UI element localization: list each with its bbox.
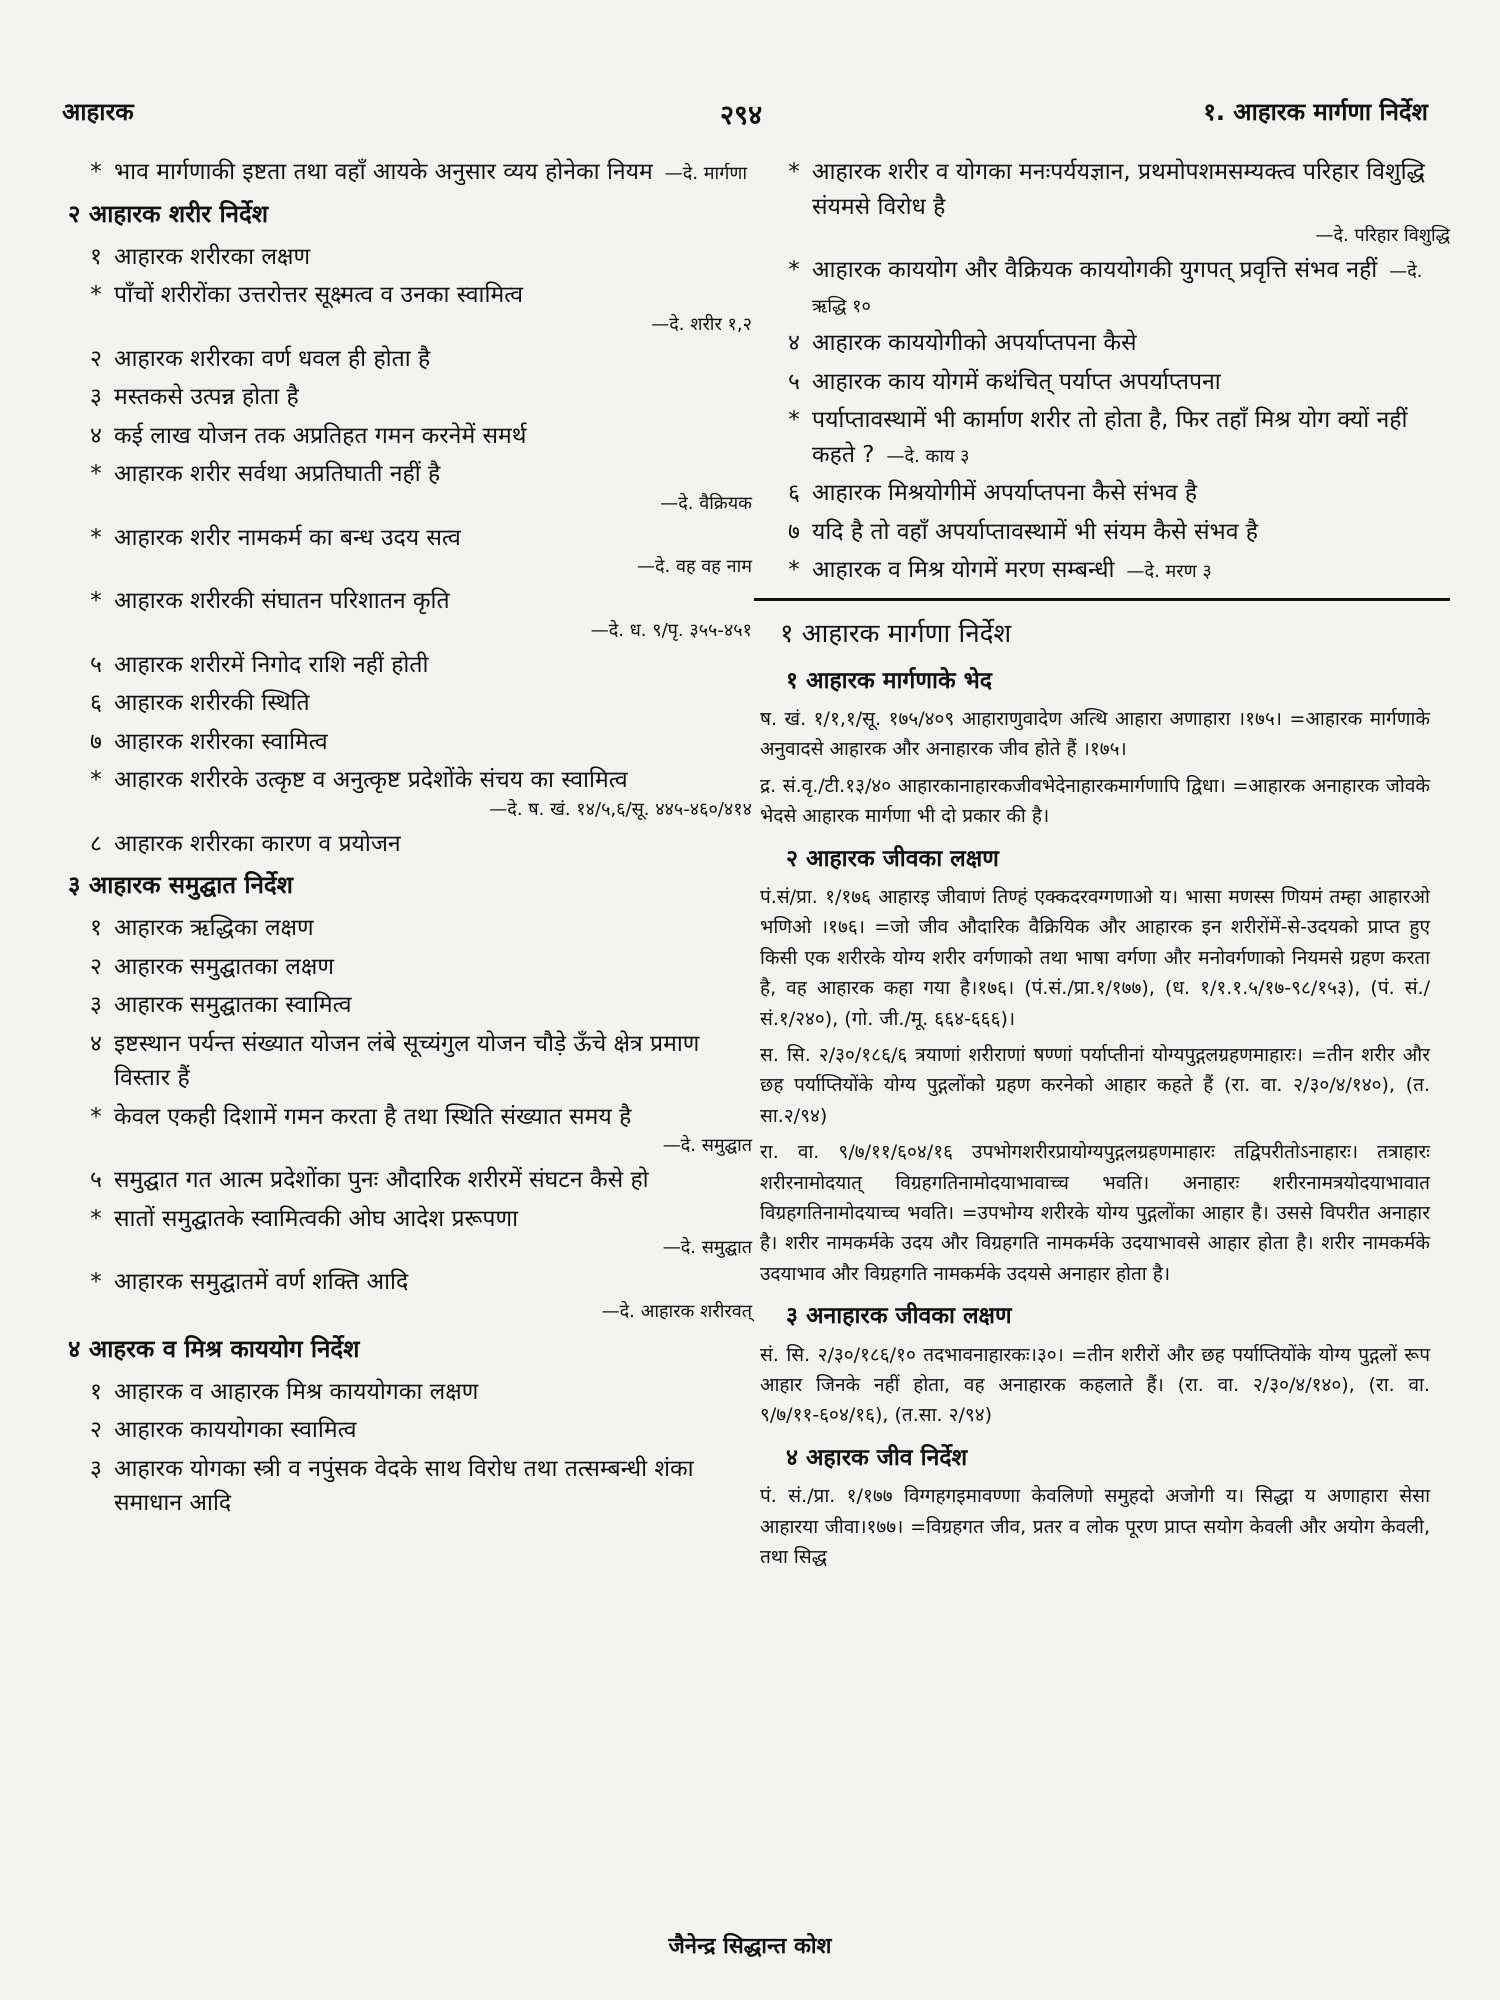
item-text: पाँचों शरीरोंका उत्तरोत्तर सूक्ष्मत्व व उनका स्वामित्व — [114, 282, 524, 308]
cross-reference: —दे. ध. ९/पृ. ३५५-४५१ — [590, 619, 752, 641]
item-text: कई लाख योजन तक अप्रतिहत गमन करनेमें समर्थ — [114, 422, 527, 449]
item-text: आहारक शरीरका लक्षण — [114, 243, 311, 270]
item-text: केवल एकही दिशामें गमन करता है तथा स्थिति संख्यात समय है — [114, 1103, 632, 1130]
toc-item — [62, 763, 752, 823]
item-text: सातों समुद्घातके स्वामित्वकी ओघ आदेश प्ररूपणा — [114, 1205, 519, 1232]
item-marker: ६ — [90, 690, 102, 716]
toc-item — [62, 725, 752, 760]
toc-item — [62, 521, 752, 581]
item-marker: २ — [90, 345, 102, 372]
subsection-heading: १ आहारक मार्गणाके भेद — [786, 667, 993, 694]
cross-reference: —दे. शरीर १,२ — [651, 313, 752, 335]
item-marker: * — [788, 557, 800, 583]
body-paragraph: रा. वा. ९/७/११/६०४/१६ उपभोगशरीरप्रायोग्यपुद्गलग्रहणमाहारः तद्विपरीतोऽनाहारः। तत्राहारः शरीरनामोदयात् विग्रहगतिनामोदयाभावाच्च भवति। अनाहारः शरीरनामत्रयोदयाभावात विग्रहगतिनामोदयाच्च भवति। =उपभोग्य शरीरके योग्य पुद्गलोंका आहार है। उससे विपरीत अनाहार है। शरीर नामकर्मके उदय और विग्रहगति नामकर्मके उदयाभावसे आहार होता है। शरीर नामकर्मके उदयाभाव और विग्रहगति नामकर्मके उदयसे अनाहार होता है। — [760, 1141, 1430, 1285]
item-marker: १ — [90, 915, 102, 941]
item-text: आहारक ऋद्धिका लक्षण — [114, 915, 314, 941]
cross-reference: —दे. काय ३ — [886, 445, 970, 467]
item-marker: * — [788, 159, 800, 185]
item-text: इष्टस्थान पर्यन्त संख्यात योजन लंबे सूच्यंगुल योजन चौड़े ऊँचे क्षेत्र प्रमाण विस्तार हैं — [114, 1030, 700, 1091]
item-marker: ८ — [90, 830, 102, 857]
cross-reference: —दे. आहारक शरीरवत् — [601, 1300, 752, 1322]
item-marker: ५ — [788, 368, 800, 395]
cross-reference: —दे. परिहार विशुद्धि — [1315, 225, 1450, 246]
toc-item — [62, 686, 752, 721]
running-head-left: आहारक — [62, 98, 134, 126]
toc-item — [760, 326, 1450, 361]
toc-item — [760, 476, 1450, 511]
item-marker: ५ — [90, 651, 102, 678]
toc-item — [62, 1027, 752, 1096]
toc-item — [62, 1202, 752, 1262]
toc-item — [62, 827, 752, 862]
item-text: पर्याप्तावस्थामें भी कार्माण शरीर तो होता है, फिर तहाँ मिश्र योग क्यों नहीं कहते ? — [812, 407, 1408, 468]
item-marker: * — [788, 407, 800, 433]
item-text: आहारक शरीरमें निगोद राशि नहीं होती — [114, 651, 429, 678]
cross-reference: —दे. मरण ३ — [1126, 561, 1212, 582]
item-text: यदि है तो वहाँ अपर्याप्तावस्थामें भी संयम कैसे संभव है — [812, 518, 1259, 545]
toc-item — [62, 584, 752, 644]
item-text: आहारक शरीरका स्वामित्व — [114, 728, 328, 755]
item-marker: १ — [90, 1378, 102, 1405]
item-text: आहारक शरीर सर्वथा अप्रतिघाती नहीं है — [114, 461, 441, 487]
toc-item — [62, 1375, 752, 1410]
body-paragraph: पं. सं./प्रा. १/१७७ विग्गहगइमावण्णा केवलिणो समुहदो अजोगी य। सिद्धा य अणाहारा सेसा आहारया जीवा।१७७। =विग्रहगत जीव, प्रतर व लोक पूरण प्राप्त सयोग केवली और अयोग केवली, तथा सिद्ध — [760, 1485, 1430, 1569]
cross-reference: —दे. वैक्रियक — [660, 492, 752, 514]
body-paragraph: द्र. सं.वृ./टी.१३/४० आहारकानाहारकजीवभेदेनाहारकमार्गणापि द्विधा। =आहारक अनाहारक जोवके भेदसे आहारक मार्गणा भी दो प्रकार की है। — [760, 774, 1430, 828]
toc-item — [62, 1452, 752, 1521]
item-marker: ३ — [90, 384, 102, 410]
section-divider — [754, 598, 1450, 601]
section-heading: २ आहारक शरीर निर्देश — [68, 199, 269, 228]
item-marker: ३ — [90, 992, 102, 1018]
item-marker: * — [90, 461, 102, 487]
item-marker: १ — [90, 243, 102, 270]
cross-reference: —दे. मार्गणा — [664, 163, 748, 184]
toc-item — [62, 419, 752, 454]
item-text: आहारक समुद्घातमें वर्ण शक्ति आदि — [114, 1269, 409, 1295]
section-heading: ३ आहारक समुद्घात निर्देश — [68, 871, 293, 899]
item-text: आहारक व आहारक मिश्र काययोगका लक्षण — [114, 1378, 479, 1405]
item-text: मस्तकसे उत्पन्न होता है — [114, 384, 299, 410]
item-marker: * — [788, 257, 800, 283]
item-marker: * — [90, 588, 102, 614]
body-paragraph: सं. सि. २/३०/१८६/१० तदभावनाहारकः।३०। =तीन शरीरों और छह पर्याप्तियोंके योग्य पुद्गलों रूप आहार जिनके नहीं होता, वह अनाहारक कहलाते हैं। (रा. वा. २/३०/४/१४०), (रा. वा. ९/७/११-६०४/१६), (त.सा. २/९४) — [760, 1343, 1430, 1427]
item-marker: ५ — [90, 1167, 102, 1193]
body-paragraph: स. सि. २/३०/१८६/६ त्रयाणां शरीराणां षण्णां पर्याप्तीनां योग्यपुद्गलग्रहणमाहारः। =तीन शरीर और छह पर्याप्तियोंके योग्य पुद्गलोंको ग्रहण करनेको आहार कहते हैं (रा. वा. २/३०/४/१४०), (त. सा.२/९४) — [760, 1044, 1430, 1127]
toc-item — [62, 155, 752, 190]
item-text: आहारक मिश्रयोगीमें अपर्याप्तपना कैसे संभव है — [812, 480, 1198, 506]
page-number: २९४ — [720, 100, 763, 131]
running-head-right: १. आहारक मार्गणा निर्देश — [1203, 98, 1428, 126]
cross-reference: —दे. ऋद्धि १० — [812, 261, 1423, 317]
item-marker: ३ — [90, 1455, 102, 1482]
item-text: समुद्घात गत आत्म प्रदेशोंका पुनः औदारिक शरीरमें संघटन कैसे हो — [114, 1167, 649, 1193]
item-marker: * — [90, 1103, 102, 1130]
item-marker: * — [90, 1205, 102, 1232]
left-column — [62, 155, 752, 1525]
toc-item — [62, 380, 752, 415]
item-marker: * — [90, 767, 102, 793]
toc-item — [62, 648, 752, 683]
chapter-title: १ आहारक मार्गणा निर्देश — [780, 618, 1012, 649]
item-text: भाव मार्गणाकी इष्टता तथा वहाँ आयके अनुसार व्यय होनेका नियम — [114, 159, 653, 185]
toc-item — [760, 253, 1450, 322]
item-marker: ७ — [788, 518, 800, 545]
toc-item — [62, 988, 752, 1023]
toc-item — [760, 553, 1450, 588]
cross-reference: —दे. समुद्घात — [662, 1237, 752, 1258]
toc-item — [760, 155, 1450, 249]
toc-item — [62, 457, 752, 517]
cross-reference: —दे. समुद्घात — [662, 1135, 752, 1156]
item-text: आहारक योगका स्त्री व नपुंसक वेदके साथ विरोध तथा तत्सम्बन्धी शंका समाधान आदि — [114, 1455, 694, 1516]
item-text: आहारक समुद्घातका स्वामित्व — [114, 992, 352, 1018]
toc-item — [62, 1413, 752, 1448]
subsection-heading: ३ अनाहारक जीवका लक्षण — [786, 1303, 1012, 1330]
item-text: आहारक काय योगमें कथंचित् पर्याप्त अपर्याप्तपना — [812, 368, 1221, 395]
toc-item — [62, 911, 752, 946]
cross-reference: —दे. ष. खं. १४/५,६/सू. ४४५-४६०/४१४ — [489, 798, 752, 820]
item-text: आहारक शरीर व योगका मनःपर्ययज्ञान, प्रथमोपशमसम्यक्त्व परिहार विशुद्धि संयमसे विरोध है — [812, 159, 1425, 220]
item-marker: ४ — [90, 1030, 102, 1057]
item-marker: ६ — [788, 480, 800, 506]
cross-reference: —दे. वह वह नाम — [637, 556, 752, 577]
section-heading: ४ आहरक व मिश्र काययोग निर्देश — [68, 1334, 360, 1363]
subsection-heading: ४ अहारक जीव निर्देश — [786, 1444, 968, 1471]
item-marker: २ — [90, 1417, 102, 1443]
item-marker: ४ — [788, 330, 800, 356]
item-text: आहारक शरीरकी संघातन परिशातन कृति — [114, 588, 450, 614]
item-text: आहारक शरीरकी स्थिति — [114, 690, 310, 716]
item-text: आहारक काययोगका स्वामित्व — [114, 1417, 357, 1443]
toc-item — [62, 1100, 752, 1160]
toc-item — [62, 1163, 752, 1198]
item-marker: * — [90, 1269, 102, 1295]
subsection-heading: २ आहारक जीवका लक्षण — [786, 845, 999, 872]
item-marker: * — [90, 159, 102, 185]
item-text: आहारक शरीर नामकर्म का बन्ध उदय सत्व — [114, 524, 461, 551]
item-text: आहारक काययोगीको अपर्याप्तपना कैसे — [812, 330, 1137, 356]
toc-item — [62, 1265, 752, 1325]
item-marker: * — [90, 524, 102, 551]
item-marker: ७ — [90, 728, 102, 755]
toc-item — [62, 342, 752, 377]
body-paragraph: ष. खं. १/१,१/सू. १७५/४०९ आहाराणुवादेण अत्थि आहारा अणाहारा ।१७५। =आहारक मार्गणाके अनुवादसे आहारक और अनाहारक जीव होते हैं ।१७५। — [760, 708, 1430, 761]
item-text: आहारक शरीरके उत्कृष्ट व अनुत्कृष्ट प्रदेशोंके संचय का स्वामित्व — [114, 767, 628, 793]
toc-item — [760, 403, 1450, 472]
item-marker: ४ — [90, 422, 102, 449]
item-marker: २ — [90, 953, 102, 980]
item-text: आहारक शरीरका कारण व प्रयोजन — [114, 830, 401, 857]
item-text: आहारक शरीरका वर्ण धवल ही होता है — [114, 345, 431, 372]
item-marker: * — [90, 282, 102, 308]
toc-item — [62, 950, 752, 985]
toc-item — [62, 278, 752, 338]
toc-item — [62, 240, 752, 275]
item-text: आहारक व मिश्र योगमें मरण सम्बन्धी — [812, 557, 1115, 583]
right-column — [760, 155, 1450, 1578]
page-footer: जैनेन्द्र सिद्धान्त कोश — [668, 1934, 832, 1959]
item-text: आहारक काययोग और वैक्रियक काययोगकी युगपत् प्रवृत्ति संभव नहीं — [812, 257, 1378, 283]
toc-item — [760, 515, 1450, 550]
item-text: आहारक समुद्घातका लक्षण — [114, 953, 334, 980]
toc-item — [760, 365, 1450, 400]
body-paragraph: पं.सं/प्रा. १/१७६ आहारइ जीवाणं तिण्हं एक्कदरवग्गणाओ य। भासा मणस्स णियमं तम्हा आहारओ भणिओ ।१७६। =जो जीव औदारिक वैक्रियिक और आहारक इन शरीरोंमें-से-उदयको प्राप्त हुए किसी एक शरीरके योग्य शरीर वर्गणाको तथा भाषा वर्गणा और मनोवर्गणाको नियमसे ग्रहण करता है, वह आहारक कहा गया है।१७६। (पं.सं./प्रा.१/१७७), (ध. १/१.१.५/१७-९८/१५३), (पं. सं./सं.१/२४०), (गो. जी./मू. ६६४-६६६)। — [760, 886, 1430, 1030]
